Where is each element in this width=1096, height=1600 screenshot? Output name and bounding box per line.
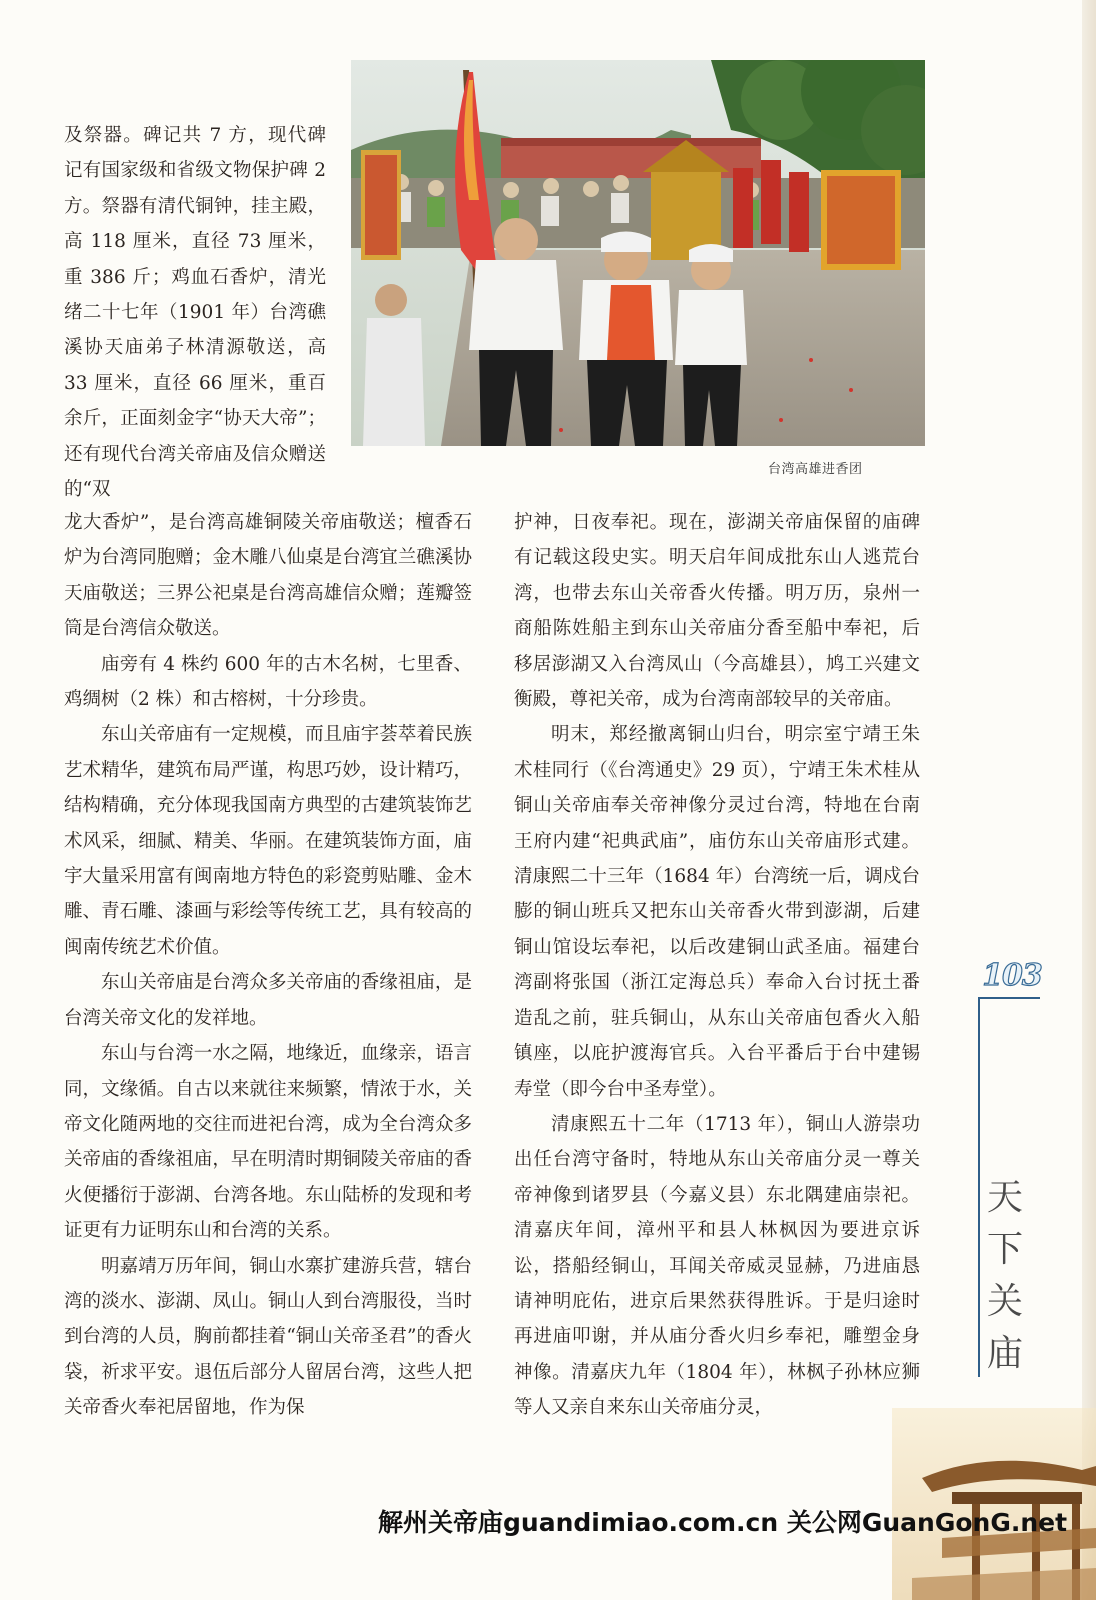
text-column-top-left — [64, 118, 326, 507]
page-edge — [1082, 0, 1096, 1600]
paragraph: 明末，郑经撤离铜山归台，明宗室宁靖王朱术桂同行（《台湾通史》29 页），宁靖王朱术桂从铜山关帝庙奉关帝神像分灵过台湾，特地在台南王府内建“祀典武庙”，庙仿东山关帝庙形式建。清康熙二十三年（1684 年）台湾统一后，调戍台膨的铜山班兵又把东山关帝香火带到澎湖，后建铜山馆设坛奉祀，以后改建铜山武圣庙。福建台湾副将张国（浙江定海总兵）奉命入台讨抚土番造乱之前，驻兵铜山，从东山关帝庙包香火入船镇座，以庇护渡海官兵。入台平番后于台中建锡寿堂（即今台中圣寿堂）。 — [514, 724, 920, 1100]
paragraph: 及祭器。碑记共 7 方，现代碑记有国家级和省级文物保护碑 2 方。祭器有清代铜钟，挂主殿，高 118 厘米，直径 73 厘米，重 386 斤；鸡血石香炉，清光绪二十七年（1901 年）台湾礁溪协天庙弟子林清源敬送，高 33 厘米，直径 66 厘米，重百余斤，正面刻金字“协天大帝”；还有现代台湾关帝庙及信众赠送的“双 — [64, 125, 326, 501]
paragraph: 清康熙五十二年（1713 年），铜山人游崇功出任台湾守备时，特地从东山关帝庙分灵一尊关帝神像到诸罗县（今嘉义县）东北隅建庙崇祀。清嘉庆年间，漳州平和县人林枫因为要进京诉讼，搭船经铜山，耳闻关帝威灵显赫，乃进庙恳请神明庇佑，进京后果然获得胜诉。于是归途时再进庙叩谢，并从庙分香火归乡奉祀，雕塑金身神像。清嘉庆九年（1804 年），林枫子孙林应狮等人又亲自来东山关帝庙分灵， — [514, 1113, 920, 1419]
text-column-right — [514, 505, 920, 1426]
watermark: 解州关帝庙guandimiao.com.cn 关公网GuanGonG.net — [378, 1508, 1068, 1537]
paragraph: 东山关帝庙是台湾众多关帝庙的香缘祖庙，是台湾关帝文化的发祥地。 — [64, 972, 472, 1029]
photo-illustration — [351, 60, 925, 446]
paragraph: 庙旁有 4 株约 600 年的古木名树，七里香、鸡绸树（2 株）和古榕树，十分珍贵。 — [64, 653, 472, 711]
photo-caption: 台湾高雄进香团 — [768, 462, 863, 477]
text-column-left — [64, 505, 472, 1426]
margin-rule-horizontal — [978, 997, 1040, 999]
paragraph: 明嘉靖万历年间，铜山水寨扩建游兵营，辖台湾的淡水、澎湖、凤山。铜山人到台湾服役，当时到台湾的人员，胸前都挂着“铜山关帝圣君”的香火袋，祈求平安。退伍后部分人留居台湾，这些人把关帝香火奉祀居留地，作为保 — [64, 1255, 472, 1419]
page-number: 103 — [982, 958, 1042, 993]
paragraph: 龙大香炉”，是台湾高雄铜陵关帝庙敬送；檀香石炉为台湾同胞赠；金木雕八仙桌是台湾宜兰礁溪协天庙敬送；三界公祀桌是台湾高雄信众赠；莲瓣签筒是台湾信众敬送。 — [64, 512, 472, 640]
paragraph: 东山关帝庙有一定规模，而且庙宇荟萃着民族艺术精华，建筑布局严谨，构思巧妙，设计精巧，结构精确，充分体现我国南方典型的古建筑装饰艺术风采，细腻、精美、华丽。在建筑装饰方面，庙宇大量采用富有闽南地方特色的彩瓷剪贴雕、金木雕、青石雕、漆画与彩绘等传统工艺，具有较高的闽南传统艺术价值。 — [64, 724, 472, 958]
margin-rule-vertical — [978, 997, 980, 1377]
procession-photo — [351, 60, 925, 446]
paragraph: 东山与台湾一水之隔，地缘近，血缘亲，语言同，文缘循。自古以来就往来频繁，情浓于水，关帝文化随两地的交往而进祀台湾，成为全台湾众多关帝庙的香缘祖庙，早在明清时期铜陵关帝庙的香火便播衍于澎湖、台湾各地。东山陆桥的发现和考证更有力证明东山和台湾的关系。 — [64, 1043, 472, 1242]
paragraph: 护神，日夜奉祀。现在，澎湖关帝庙保留的庙碑有记载这段史实。明天启年间成批东山人逃荒台湾，也带去东山关帝香火传播。明万历，泉州一商船陈姓船主到东山关帝庙分香至船中奉祀，后移居澎湖又入台湾凤山（今高雄县），鸠工兴建文衡殿，尊祀关帝，成为台湾南部较早的关帝庙。 — [514, 512, 920, 711]
section-title: 天下关庙 — [986, 1177, 1023, 1374]
